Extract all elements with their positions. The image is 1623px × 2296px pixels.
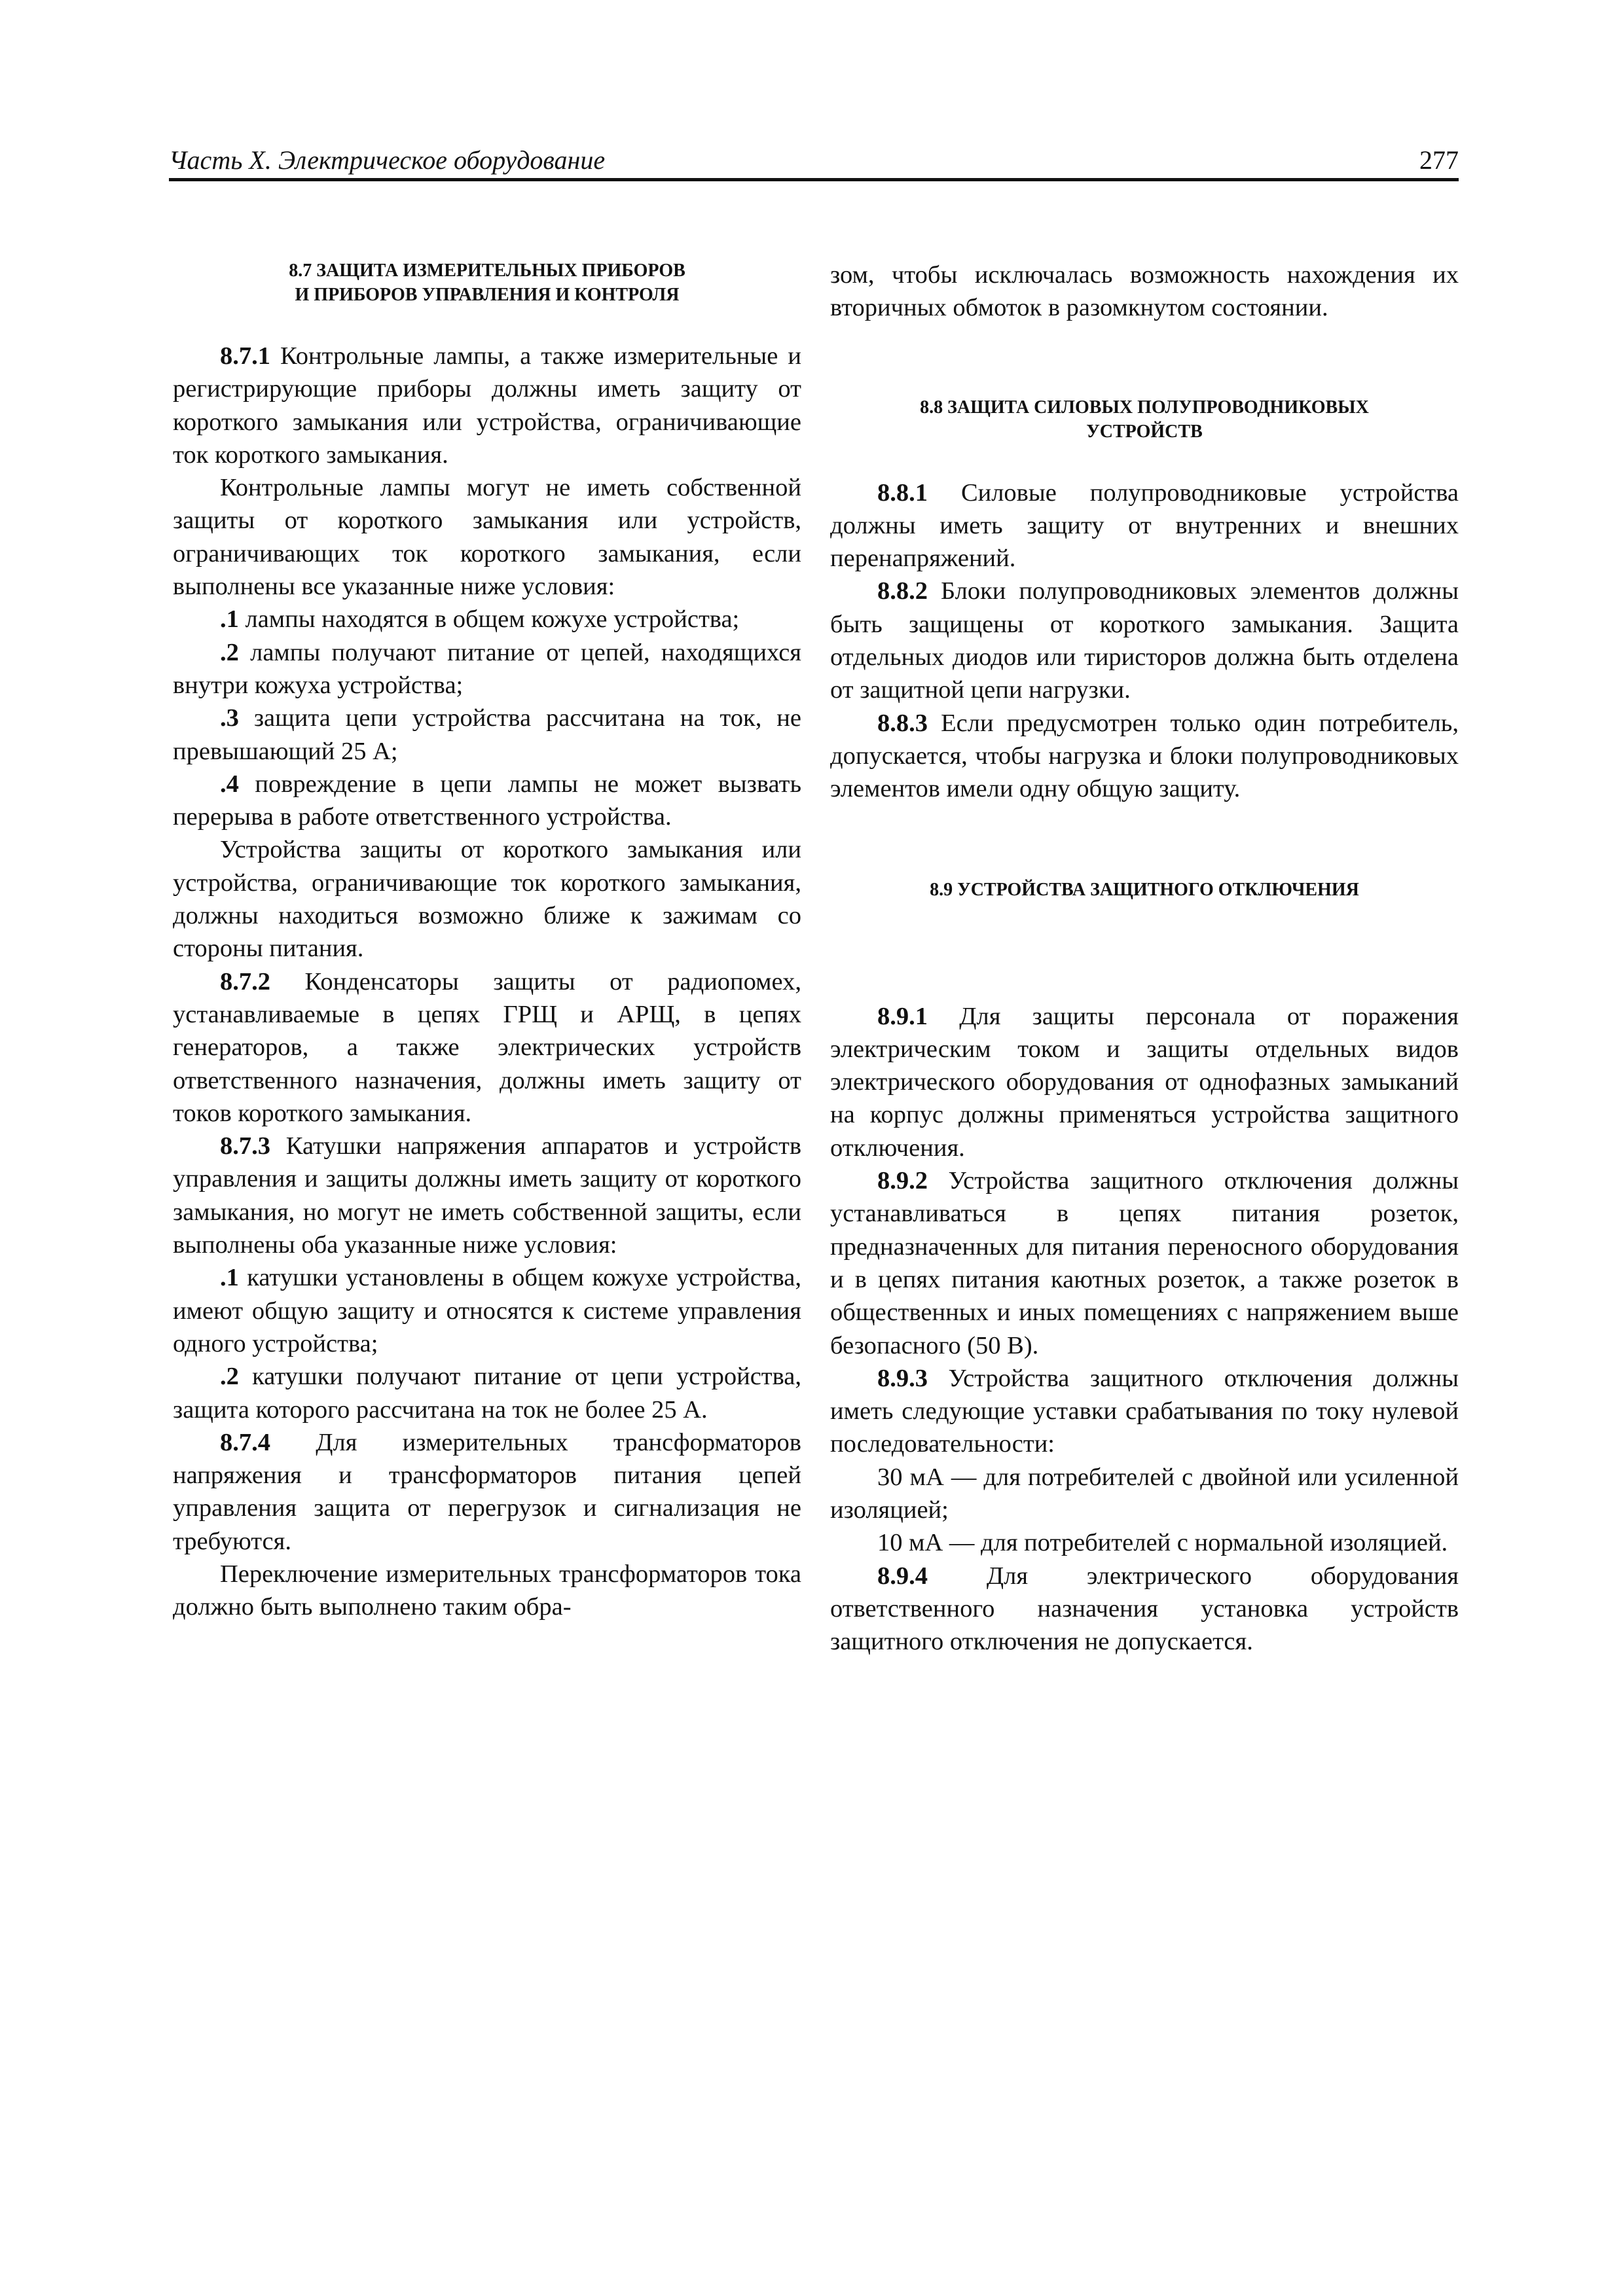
paragraph-text: катушки получают питание от цепи устройства, защита которого рассчитана на ток не более 25 А. [173,1363,801,1424]
clause-number: 8.9.4 [877,1562,928,1590]
heading-line: УСТРОЙСТВ [1086,421,1203,442]
left-column [173,259,801,1624]
paragraph [173,833,801,965]
clause-number: 8.9.1 [877,1002,928,1030]
paragraph [173,1426,801,1558]
paragraph [830,1000,1459,1164]
clause-number: 8.9.3 [877,1364,928,1392]
paragraph [173,603,801,636]
paragraph [173,636,801,702]
paragraph [830,575,1459,706]
heading-line: 8.7 ЗАЩИТА ИЗМЕРИТЕЛЬНЫХ ПРИБОРОВ [289,260,685,281]
paragraph-text: 10 мА — для потребителей с нормальной изоляцией. [877,1529,1448,1557]
paragraph [173,702,801,768]
paragraph [173,965,801,1130]
heading-line: 8.8 ЗАЩИТА СИЛОВЫХ ПОЛУПРОВОДНИКОВЫХ [920,397,1369,418]
paragraph-text: Контрольные лампы могут не иметь собственной защиты от короткого замыкания или устройств, ограничивающих ток короткого замыкания, если выполнены все указанные ниже условия: [173,474,801,601]
page-header [169,145,1459,178]
running-title: Часть X. Электрическое оборудование [169,145,606,175]
item-number: .2 [220,638,239,666]
paragraph [173,340,801,471]
section-heading-8-8 [830,395,1459,444]
paragraph [173,1261,801,1360]
paragraph [173,1558,801,1624]
section-heading-8-7 [173,259,801,307]
clause-number: 8.7.1 [220,342,270,370]
clause-number: 8.7.2 [220,967,270,996]
paragraph-text: защита цепи устройства рассчитана на ток, не превышающий 25 А; [173,704,801,765]
right-column [830,259,1459,1659]
paragraph-text: Блоки полупроводниковых элементов должны быть защищены от короткого замыкания. Защита отдельных диодов или тиристоров должна быть отделена от защитной цепи нагрузки. [830,577,1459,704]
paragraph-text: Катушки напряжения аппаратов и устройств управления и защиты должны иметь защиту от короткого замыкания, но могут не иметь собственной защиты, если выполнены оба указанные ниже условия: [173,1132,801,1259]
clause-number: 8.7.4 [220,1428,270,1456]
paragraph-text: лампы находятся в общем кожухе устройства; [238,605,740,634]
paragraph-text: лампы получают питание от цепей, находящихся внутри кожуха устройства; [173,638,801,699]
clause-number: 8.8.3 [877,709,928,737]
item-number: .3 [220,704,239,732]
paragraph [830,707,1459,806]
item-number: .4 [220,770,239,798]
paragraph-text: 30 мА — для потребителей с двойной или усиленной изоляцией; [830,1463,1459,1524]
paragraph [173,768,801,834]
paragraph [830,1362,1459,1461]
continuation-paragraph: зом, чтобы исключалась возможность нахождения их вторичных обмоток в разомкнутом состоянии. [830,261,1459,322]
paragraph-text: повреждение в цепи лампы не может вызвать перерыва в работе ответственного устройства. [173,770,801,831]
paragraph-text: Силовые полупроводниковые устройства должны иметь защиту от внутренних и внешних перенапряжений. [830,478,1459,573]
paragraph [173,1360,801,1426]
clause-number: 8.8.1 [877,478,928,507]
paragraph [830,1526,1459,1559]
item-number: .1 [220,605,239,634]
paragraph-text: катушки установлены в общем кожухе устройства, имеют общую защиту и относятся к системе управления одного устройства; [173,1264,801,1357]
paragraph-text: Переключение измерительных трансформаторов тока должно быть выполнено таким обра- [173,1560,801,1621]
paragraph [830,1560,1459,1659]
paragraph [830,1164,1459,1362]
paragraph-text: Конденсаторы защиты от радиопомех, устанавливаемые в цепях ГРЩ и АРЩ, в цепях генераторов, а также электрических устройств ответственного назначения, должны иметь защиту от токов короткого замыкания. [173,967,801,1127]
clause-number: 8.7.3 [220,1132,270,1160]
paragraph [173,1130,801,1261]
paragraph-text: Устройства защиты от короткого замыкания или устройства, ограничивающие ток короткого замыкания, должны находиться возможно ближе к зажимам со стороны питания. [173,836,801,963]
page-number: 277 [1419,145,1459,175]
heading-line: И ПРИБОРОВ УПРАВЛЕНИЯ И КОНТРОЛЯ [295,285,680,305]
paragraph-text: Контрольные лампы, а также измерительные и регистрирующие приборы должны иметь защиту от короткого замыкания или устройства, ограничивающие ток короткого замыкания. [173,342,801,469]
item-number: .1 [220,1264,239,1292]
paragraph-text: Устройства защитного отключения должны иметь следующие уставки срабатывания по току нулевой последовательности: [830,1364,1459,1458]
clause-number: 8.9.2 [877,1167,928,1195]
clause-number: 8.8.2 [877,577,928,605]
paragraph-text: Для электрического оборудования ответственного назначения установка устройств защитного отключения не допускается. [830,1562,1459,1656]
paragraph-text: Если предусмотрен только один потребитель, допускается, чтобы нагрузка и блоки полупроводниковых элементов имели одну общую защиту. [830,709,1459,803]
paragraph [830,476,1459,575]
section-heading-8-9: 8.9 УСТРОЙСТВА ЗАЩИТНОГО ОТКЛЮЧЕНИЯ [930,879,1359,900]
paragraph [173,471,801,603]
paragraph-text: Устройства защитного отключения должны устанавливаться в цепях питания розеток, предназначенных для питания переносного оборудования и в цепях питания каютных розеток, а также розеток в общественных и иных помещениях с напряжением выше безопасного (50 В). [830,1167,1459,1359]
paragraph [830,1461,1459,1527]
item-number: .2 [220,1363,239,1391]
header-rule [169,178,1459,181]
paragraph-text: Для защиты персонала от поражения электрическим током и защиты отдельных видов электрического оборудования от однофазных замыканий на корпус должны применяться устройства защитного отключения. [830,1002,1459,1162]
paragraph-text: Для измерительных трансформаторов напряжения и трансформаторов питания цепей управления защита от перегрузок и сигнализация не требуются. [173,1428,801,1555]
